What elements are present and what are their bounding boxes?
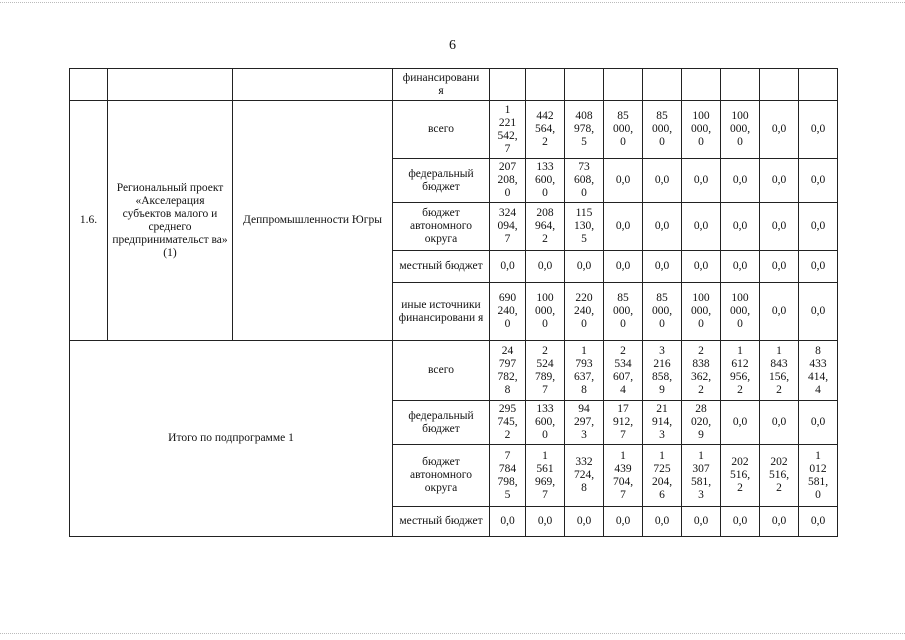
value-cell: 0,0 bbox=[760, 507, 799, 537]
value-cell: 100 000, 0 bbox=[526, 283, 565, 341]
value-cell: 2 534 607, 4 bbox=[604, 341, 643, 401]
value-cell: 115 130, 5 bbox=[565, 203, 604, 251]
funding-source-cell: местный бюджет bbox=[393, 251, 490, 283]
cell-empty bbox=[233, 69, 393, 101]
value-cell: 0,0 bbox=[799, 251, 838, 283]
value-cell: 3 216 858, 9 bbox=[643, 341, 682, 401]
value-cell: 0,0 bbox=[565, 507, 604, 537]
cell-empty bbox=[604, 69, 643, 101]
value-cell: 133 600, 0 bbox=[526, 159, 565, 203]
value-cell: 0,0 bbox=[799, 101, 838, 159]
table-row bbox=[70, 341, 838, 401]
value-cell: 8 433 414, 4 bbox=[799, 341, 838, 401]
value-cell: 0,0 bbox=[526, 251, 565, 283]
value-cell: 100 000, 0 bbox=[682, 283, 721, 341]
value-cell: 0,0 bbox=[643, 203, 682, 251]
value-cell: 0,0 bbox=[799, 159, 838, 203]
value-cell: 202 516, 2 bbox=[760, 445, 799, 507]
value-cell: 28 020, 9 bbox=[682, 401, 721, 445]
value-cell: 0,0 bbox=[682, 251, 721, 283]
value-cell: 100 000, 0 bbox=[721, 101, 760, 159]
value-cell: 100 000, 0 bbox=[682, 101, 721, 159]
value-cell: 0,0 bbox=[682, 159, 721, 203]
value-cell: 1 561 969, 7 bbox=[526, 445, 565, 507]
value-cell: 24 797 782, 8 bbox=[490, 341, 526, 401]
value-cell: 0,0 bbox=[760, 101, 799, 159]
value-cell: 0,0 bbox=[799, 203, 838, 251]
subprogram-total-label: Итого по подпрограмме 1 bbox=[70, 341, 393, 537]
budget-table bbox=[69, 68, 838, 537]
value-cell: 220 240, 0 bbox=[565, 283, 604, 341]
funding-source-cell: бюджет автономного округа bbox=[393, 445, 490, 507]
value-cell: 0,0 bbox=[604, 507, 643, 537]
cell-empty bbox=[70, 69, 108, 101]
table-row bbox=[70, 101, 838, 159]
cell-empty bbox=[490, 69, 526, 101]
funding-source-cell: финансировани я bbox=[393, 69, 490, 101]
value-cell: 0,0 bbox=[526, 507, 565, 537]
scan-edge-top bbox=[0, 2, 905, 4]
value-cell: 0,0 bbox=[565, 251, 604, 283]
value-cell: 1 725 204, 6 bbox=[643, 445, 682, 507]
cell-empty bbox=[799, 69, 838, 101]
value-cell: 0,0 bbox=[643, 159, 682, 203]
value-cell: 0,0 bbox=[682, 203, 721, 251]
value-cell: 0,0 bbox=[490, 507, 526, 537]
value-cell: 0,0 bbox=[604, 203, 643, 251]
value-cell: 332 724, 8 bbox=[565, 445, 604, 507]
value-cell: 0,0 bbox=[799, 507, 838, 537]
cell-empty bbox=[760, 69, 799, 101]
funding-source-cell: всего bbox=[393, 101, 490, 159]
value-cell: 85 000, 0 bbox=[643, 101, 682, 159]
value-cell: 0,0 bbox=[604, 159, 643, 203]
funding-source-cell: федеральный бюджет bbox=[393, 159, 490, 203]
value-cell: 0,0 bbox=[490, 251, 526, 283]
value-cell: 295 745, 2 bbox=[490, 401, 526, 445]
value-cell: 73 608, 0 bbox=[565, 159, 604, 203]
project-number: 1.6. bbox=[70, 101, 108, 341]
value-cell: 7 784 798, 5 bbox=[490, 445, 526, 507]
value-cell: 17 912, 7 bbox=[604, 401, 643, 445]
value-cell: 207 208, 0 bbox=[490, 159, 526, 203]
value-cell: 324 094, 7 bbox=[490, 203, 526, 251]
value-cell: 0,0 bbox=[760, 159, 799, 203]
value-cell: 1 221 542, 7 bbox=[490, 101, 526, 159]
value-cell: 0,0 bbox=[643, 507, 682, 537]
funding-source-cell: всего bbox=[393, 341, 490, 401]
value-cell: 0,0 bbox=[643, 251, 682, 283]
value-cell: 0,0 bbox=[721, 507, 760, 537]
value-cell: 0,0 bbox=[799, 283, 838, 341]
value-cell: 0,0 bbox=[604, 251, 643, 283]
value-cell: 208 964, 2 bbox=[526, 203, 565, 251]
funding-source-cell: местный бюджет bbox=[393, 507, 490, 537]
value-cell: 1 012 581, 0 bbox=[799, 445, 838, 507]
value-cell: 133 600, 0 bbox=[526, 401, 565, 445]
funding-source-cell: федеральный бюджет bbox=[393, 401, 490, 445]
value-cell: 690 240, 0 bbox=[490, 283, 526, 341]
value-cell: 0,0 bbox=[760, 251, 799, 283]
value-cell: 0,0 bbox=[799, 401, 838, 445]
value-cell: 0,0 bbox=[760, 401, 799, 445]
cell-empty bbox=[565, 69, 604, 101]
value-cell: 1 612 956, 2 bbox=[721, 341, 760, 401]
value-cell: 1 793 637, 8 bbox=[565, 341, 604, 401]
project-name: Региональный проект «Акселерация субъектов малого и среднего предпринимательст ва» (1) bbox=[108, 101, 233, 341]
table-row-continued bbox=[70, 69, 838, 101]
value-cell: 0,0 bbox=[760, 283, 799, 341]
cell-empty bbox=[682, 69, 721, 101]
value-cell: 85 000, 0 bbox=[643, 283, 682, 341]
cell-empty bbox=[108, 69, 233, 101]
value-cell: 0,0 bbox=[721, 251, 760, 283]
value-cell: 202 516, 2 bbox=[721, 445, 760, 507]
cell-empty bbox=[526, 69, 565, 101]
value-cell: 21 914, 3 bbox=[643, 401, 682, 445]
value-cell: 442 564, 2 bbox=[526, 101, 565, 159]
value-cell: 0,0 bbox=[721, 203, 760, 251]
scan-edge-bottom bbox=[0, 633, 905, 635]
value-cell: 0,0 bbox=[760, 203, 799, 251]
page-number: 6 bbox=[449, 38, 456, 53]
value-cell: 0,0 bbox=[721, 159, 760, 203]
value-cell: 85 000, 0 bbox=[604, 101, 643, 159]
value-cell: 408 978, 5 bbox=[565, 101, 604, 159]
value-cell: 2 838 362, 2 bbox=[682, 341, 721, 401]
cell-empty bbox=[721, 69, 760, 101]
project-executor: Деппромышленности Югры bbox=[233, 101, 393, 341]
value-cell: 2 524 789, 7 bbox=[526, 341, 565, 401]
value-cell: 100 000, 0 bbox=[721, 283, 760, 341]
cell-empty bbox=[643, 69, 682, 101]
value-cell: 1 439 704, 7 bbox=[604, 445, 643, 507]
funding-source-cell: иные источники финансировани я bbox=[393, 283, 490, 341]
value-cell: 85 000, 0 bbox=[604, 283, 643, 341]
funding-source-cell: бюджет автономного округа bbox=[393, 203, 490, 251]
value-cell: 94 297, 3 bbox=[565, 401, 604, 445]
value-cell: 1 307 581, 3 bbox=[682, 445, 721, 507]
value-cell: 0,0 bbox=[682, 507, 721, 537]
value-cell: 1 843 156, 2 bbox=[760, 341, 799, 401]
value-cell: 0,0 bbox=[721, 401, 760, 445]
